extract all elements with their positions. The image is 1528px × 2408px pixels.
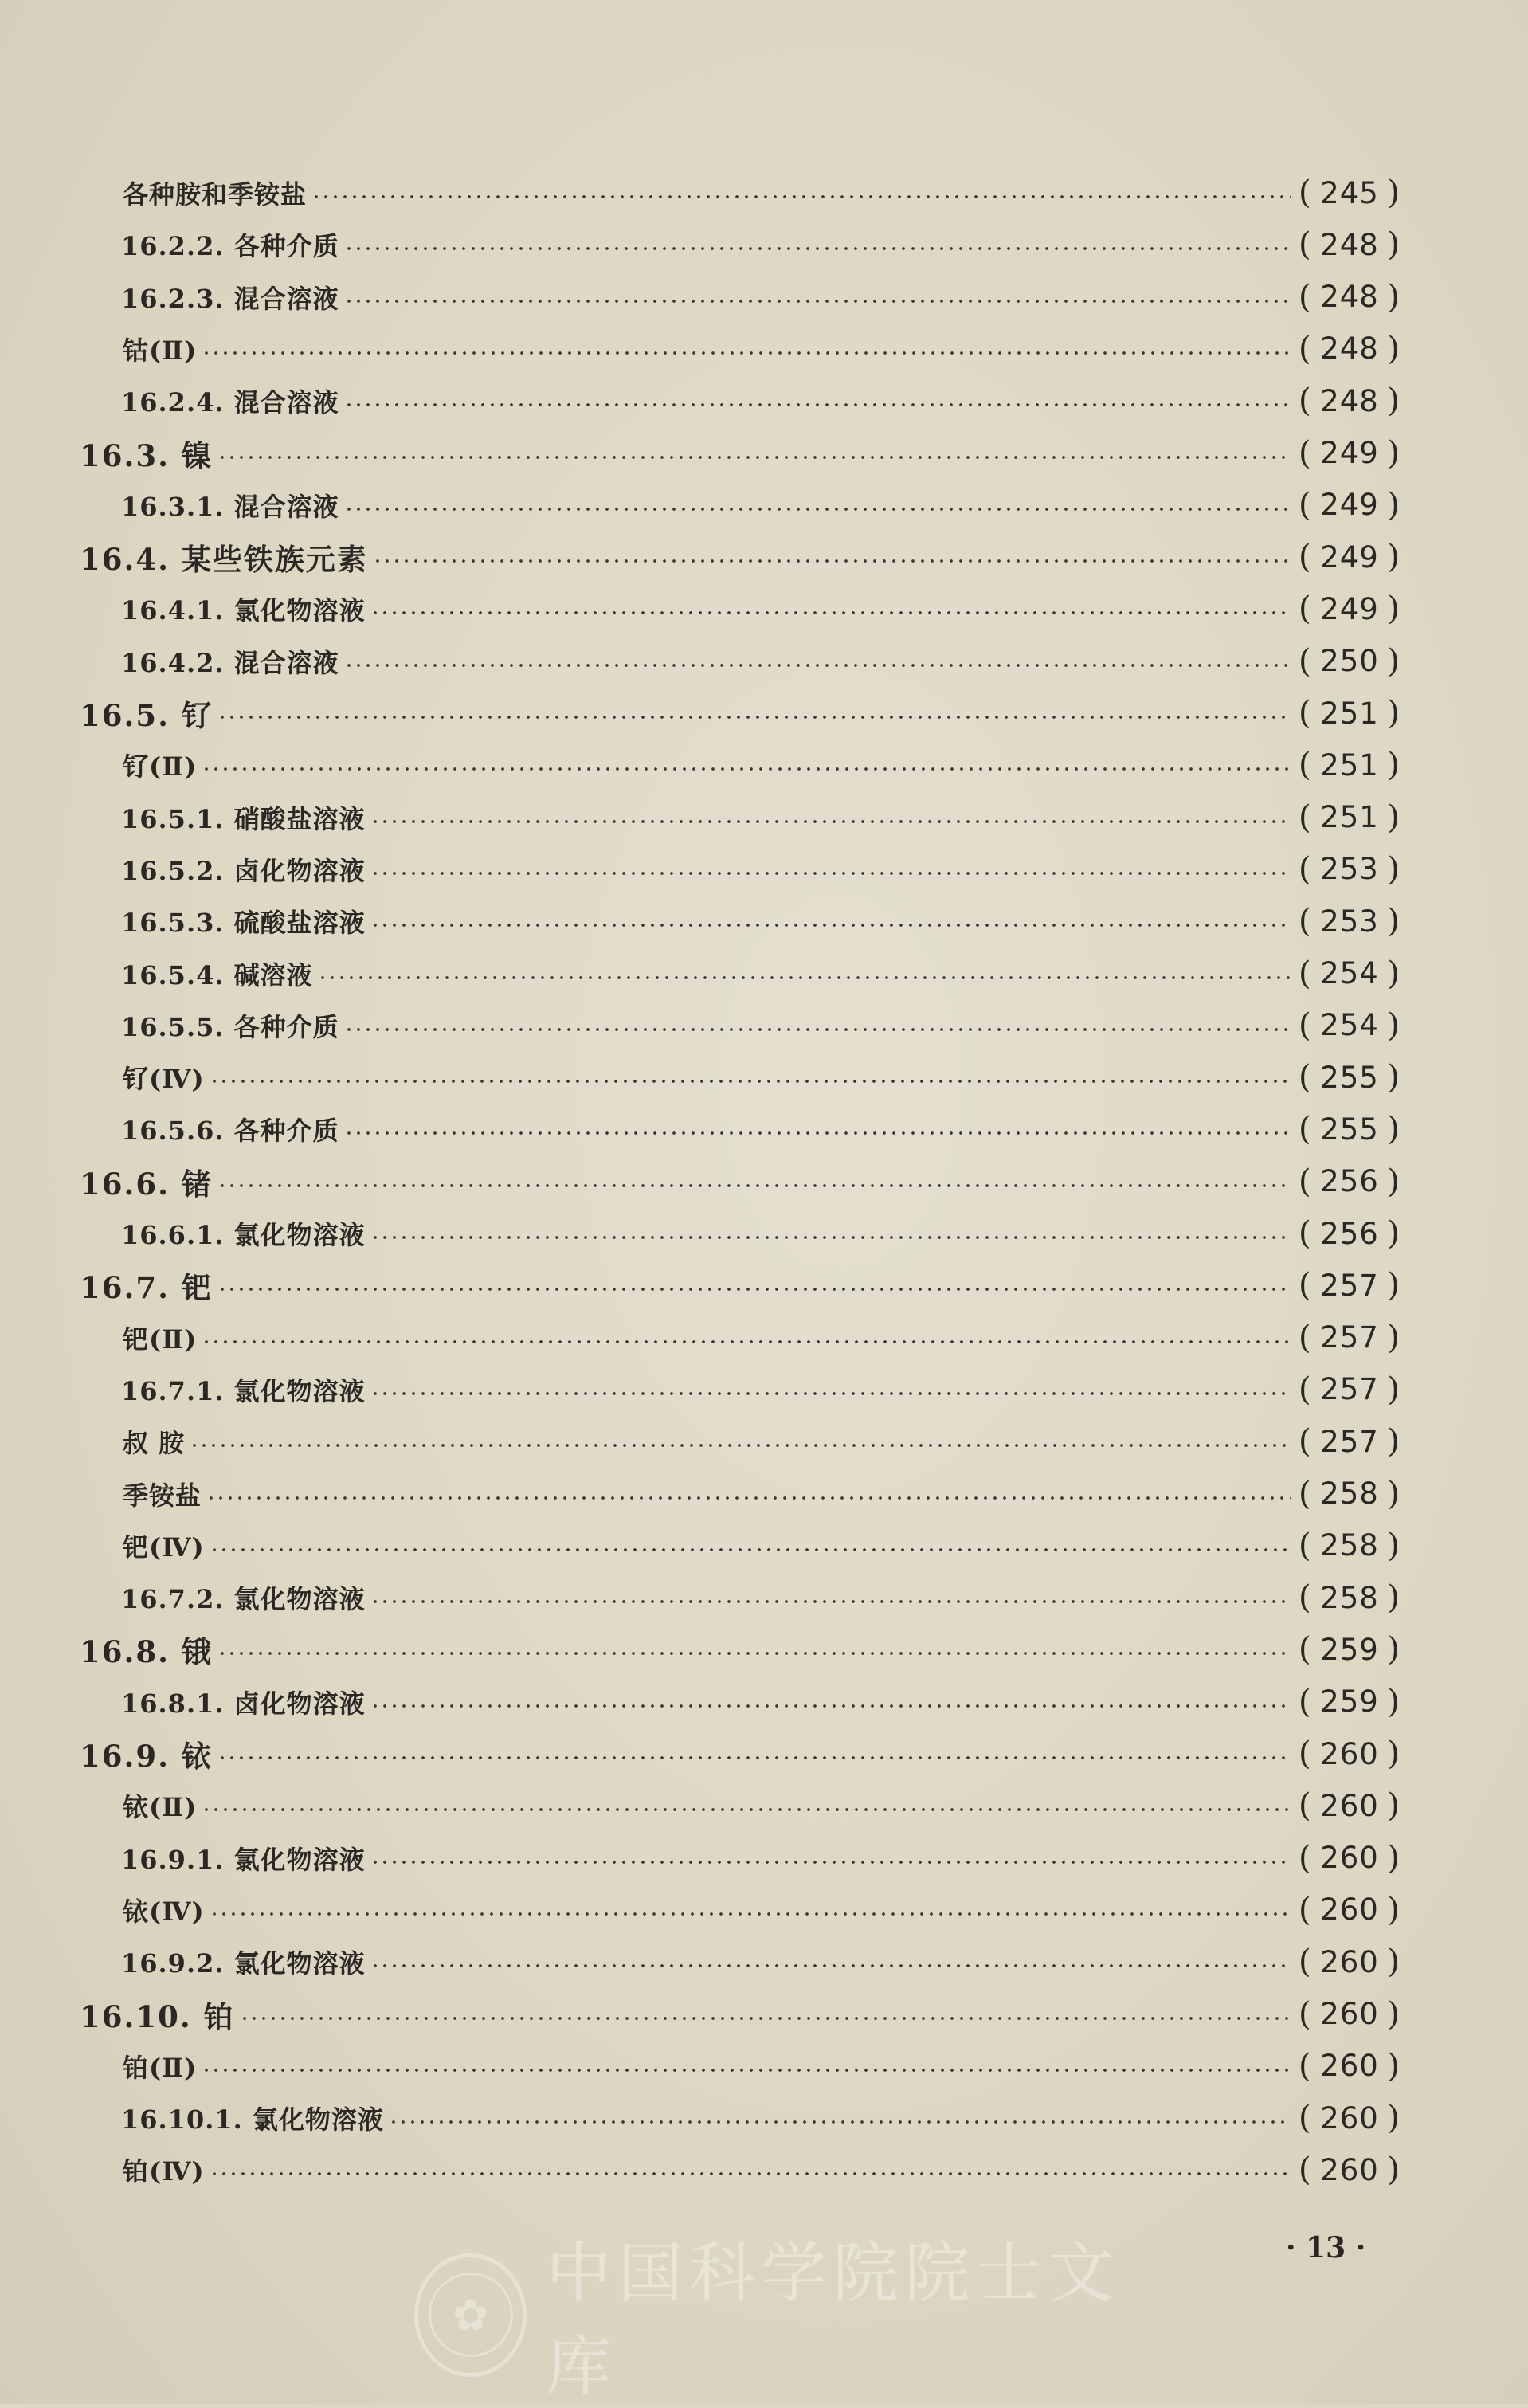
open-paren: ( — [1299, 539, 1312, 576]
toc-entry — [121, 1002, 1401, 1049]
toc-entry — [123, 1314, 1401, 1362]
dot-leader — [344, 1027, 1291, 1032]
toc-entry-title: 16.2.4. 混合溶液 — [121, 387, 339, 418]
toc-entry-page — [1299, 1684, 1401, 1720]
toc-entry — [121, 1105, 1401, 1153]
dot-leader — [217, 1287, 1291, 1292]
page-number-value: 260 — [1320, 2100, 1379, 2135]
toc-entry-page — [1299, 1215, 1401, 1252]
page-number-value: 257 — [1320, 1424, 1379, 1459]
page-number-value: 248 — [1320, 331, 1379, 367]
toc-entry-page — [1299, 1320, 1401, 1356]
open-paren: ( — [1299, 1787, 1312, 1825]
toc-entry-page — [1299, 1735, 1401, 1772]
close-paren: ) — [1387, 1267, 1401, 1304]
close-paren: ) — [1387, 539, 1401, 576]
flower-icon: ✿ — [429, 2273, 513, 2357]
close-paren: ) — [1387, 1943, 1401, 1981]
open-paren: ( — [1299, 1995, 1312, 2033]
toc-entry-page — [1299, 1840, 1401, 1877]
toc-entry-title: 钯(Ⅱ) — [123, 1324, 198, 1355]
dot-leader — [240, 2016, 1291, 2021]
toc-entry — [123, 2042, 1401, 2090]
toc-entry-title: 16.3.1. 混合溶液 — [121, 491, 339, 522]
dot-leader — [370, 1599, 1291, 1604]
toc-entry — [123, 325, 1401, 373]
page-number-value: 256 — [1320, 1164, 1379, 1199]
dot-leader — [370, 610, 1291, 615]
dot-leader — [202, 1807, 1291, 1812]
toc-entry-title: 16.2.2. 各种介质 — [121, 231, 339, 262]
open-paren: ( — [1299, 434, 1312, 472]
dot-leader — [370, 923, 1291, 928]
toc-entry-page — [1299, 226, 1401, 263]
open-paren: ( — [1299, 1943, 1312, 1981]
toc-entry-page — [1299, 1059, 1401, 1096]
open-paren: ( — [1299, 330, 1312, 367]
close-paren: ) — [1387, 1787, 1401, 1825]
page-number-value: 258 — [1320, 1528, 1379, 1563]
toc-entry-title: 16.4.1. 氯化物溶液 — [121, 595, 366, 626]
toc-entry-page — [1299, 1943, 1401, 1980]
open-paren: ( — [1299, 1319, 1312, 1356]
close-paren: ) — [1387, 642, 1401, 680]
page-number-value: 257 — [1320, 1372, 1379, 1407]
dot-leader — [370, 1235, 1291, 1240]
page-number-value: 260 — [1320, 1736, 1379, 1771]
toc-entry-page — [1299, 903, 1401, 939]
toc-entry-page — [1299, 2151, 1401, 2188]
watermark-text: 中国科学院院士文库 — [546, 2236, 1120, 2405]
toc-entry — [121, 2094, 1401, 2142]
toc-entry-page — [1299, 747, 1401, 783]
dot-leader — [344, 402, 1291, 407]
toc-entry-page — [1299, 695, 1401, 731]
open-paren: ( — [1299, 1267, 1312, 1304]
toc-entry-title: 16.3. 镍 — [80, 437, 213, 473]
close-paren: ) — [1387, 1527, 1401, 1564]
toc-entry-title: 16.5.2. 卤化物溶液 — [121, 855, 366, 886]
dot-leader — [210, 1079, 1291, 1084]
toc-entry — [121, 1678, 1401, 1726]
toc-entry-page — [1299, 1579, 1401, 1616]
dot-leader — [190, 1443, 1291, 1448]
dot-leader — [370, 871, 1291, 876]
toc-entry — [121, 1366, 1401, 1414]
toc-entry-title: 16.5.5. 各种介质 — [121, 1011, 339, 1042]
open-paren: ( — [1299, 1215, 1312, 1252]
seal-logo-icon — [414, 2253, 527, 2377]
toc-entry-title: 16.10. 铂 — [80, 1998, 235, 2034]
toc-entry — [123, 1418, 1401, 1465]
toc-entry — [121, 637, 1401, 685]
toc-entry-page — [1299, 1111, 1401, 1147]
toc-entry-title: 16.5. 钌 — [80, 698, 213, 733]
toc-entry — [123, 741, 1401, 789]
dot-leader — [373, 559, 1291, 563]
open-paren: ( — [1299, 1631, 1312, 1669]
open-paren: ( — [1299, 2151, 1312, 2189]
page-number-value: 249 — [1320, 488, 1379, 523]
page-number-value: 245 — [1320, 175, 1379, 210]
toc-entry — [121, 273, 1401, 321]
open-paren: ( — [1299, 175, 1312, 211]
page-number-value: 249 — [1320, 436, 1379, 470]
dot-leader — [202, 1339, 1291, 1344]
toc-entry-page — [1299, 1423, 1401, 1460]
toc-entry-title: 16.7.2. 氯化物溶液 — [121, 1584, 366, 1615]
toc-entry-title: 季铵盐 — [123, 1480, 202, 1511]
toc-entry-page — [1299, 799, 1401, 836]
dot-leader — [217, 1651, 1291, 1656]
page-number-value: 260 — [1320, 1841, 1379, 1876]
open-paren: ( — [1299, 955, 1312, 992]
open-paren: ( — [1299, 486, 1312, 524]
toc-entry-page — [1299, 1787, 1401, 1824]
toc-entry-page — [1299, 539, 1401, 575]
page-number-value: 254 — [1320, 1008, 1379, 1043]
close-paren: ) — [1387, 278, 1401, 316]
open-paren: ( — [1299, 1006, 1312, 1044]
page-number-value: 260 — [1320, 1944, 1379, 1979]
dot-leader — [370, 819, 1291, 824]
close-paren: ) — [1387, 1111, 1401, 1148]
close-paren: ) — [1387, 486, 1401, 524]
close-paren: ) — [1387, 226, 1401, 264]
open-paren: ( — [1299, 382, 1312, 420]
open-paren: ( — [1299, 903, 1312, 940]
close-paren: ) — [1387, 1839, 1401, 1877]
toc-entry-title: 16.8.1. 卤化物溶液 — [121, 1688, 366, 1719]
page-number-value: 248 — [1320, 383, 1379, 418]
toc-entry — [80, 1261, 1401, 1309]
open-paren: ( — [1299, 1527, 1312, 1564]
toc-entry — [80, 1730, 1401, 1778]
toc-entry-title: 16.9.1. 氯化物溶液 — [121, 1844, 366, 1875]
close-paren: ) — [1387, 1735, 1401, 1772]
toc-entry — [80, 1158, 1401, 1206]
dot-leader — [202, 767, 1291, 771]
close-paren: ) — [1387, 1631, 1401, 1669]
toc-entry-page — [1299, 1476, 1401, 1512]
dot-leader — [344, 246, 1291, 251]
open-paren: ( — [1299, 2100, 1312, 2137]
open-paren: ( — [1299, 1735, 1312, 1772]
close-paren: ) — [1387, 1163, 1401, 1200]
page-number-value: 260 — [1320, 1892, 1379, 1928]
dot-leader — [344, 663, 1291, 668]
close-paren: ) — [1387, 695, 1401, 731]
page-number-value: 255 — [1320, 1112, 1379, 1147]
open-paren: ( — [1299, 747, 1312, 784]
close-paren: ) — [1387, 747, 1401, 784]
toc-entry-title: 铂(Ⅱ) — [123, 2052, 198, 2083]
toc-entry-title: 16.2.3. 混合溶液 — [121, 283, 339, 314]
toc-entry-page — [1299, 279, 1401, 316]
toc-entry-title: 16.5.4. 碱溶液 — [121, 959, 313, 990]
toc-entry-page — [1299, 1267, 1401, 1304]
toc-entry-page — [1299, 1163, 1401, 1200]
dot-leader — [344, 507, 1291, 512]
toc-entry — [123, 169, 1401, 217]
toc-entry — [121, 845, 1401, 893]
page-number-value: 253 — [1320, 852, 1379, 887]
close-paren: ) — [1387, 434, 1401, 472]
toc-entry-title: 钌(Ⅳ) — [123, 1064, 205, 1095]
close-paren: ) — [1387, 798, 1401, 836]
page-number-value: 254 — [1320, 956, 1379, 990]
toc-entry-title: 16.5.6. 各种介质 — [121, 1116, 339, 1147]
open-paren: ( — [1299, 1059, 1312, 1096]
dot-leader — [202, 351, 1291, 355]
close-paren: ) — [1387, 1423, 1401, 1461]
open-paren: ( — [1299, 1371, 1312, 1408]
close-paren: ) — [1387, 1579, 1401, 1617]
close-paren: ) — [1387, 2100, 1401, 2137]
toc-entry — [80, 533, 1401, 581]
open-paren: ( — [1299, 1163, 1312, 1200]
close-paren: ) — [1387, 1371, 1401, 1408]
open-paren: ( — [1299, 798, 1312, 836]
close-paren: ) — [1387, 2047, 1401, 2084]
toc-entry-page — [1299, 1007, 1401, 1044]
toc-entry-title: 各种胺和季铵盐 — [123, 179, 308, 210]
toc-entry-title: 铱(Ⅳ) — [123, 1896, 205, 1927]
page-number-value: 248 — [1320, 227, 1379, 262]
dot-leader — [217, 455, 1291, 460]
dot-leader — [202, 2068, 1291, 2073]
page-number-value: 260 — [1320, 2049, 1379, 2084]
dot-leader — [217, 1183, 1291, 1188]
close-paren: ) — [1387, 382, 1401, 420]
open-paren: ( — [1299, 226, 1312, 264]
toc-entry-title: 16.10.1. 氯化物溶液 — [121, 2104, 384, 2135]
toc-entry-page — [1299, 643, 1401, 680]
toc-entry-page — [1299, 435, 1401, 472]
toc-entry — [121, 950, 1401, 998]
close-paren: ) — [1387, 850, 1401, 888]
toc-entry — [123, 1470, 1401, 1518]
dot-leader — [389, 2120, 1291, 2124]
dot-leader — [318, 975, 1291, 980]
toc-entry — [121, 1574, 1401, 1622]
page-number-value: 255 — [1320, 1060, 1379, 1095]
toc-entry — [123, 1782, 1401, 1830]
page-number-value: 256 — [1320, 1216, 1379, 1251]
dot-leader — [344, 299, 1291, 304]
toc-entry-title: 16.5.1. 硝酸盐溶液 — [121, 803, 366, 834]
toc-entry — [121, 377, 1401, 425]
dot-leader — [370, 1704, 1291, 1708]
close-paren: ) — [1387, 175, 1401, 211]
toc-entry — [121, 1834, 1401, 1882]
toc-entry-title: 16.7.1. 氯化物溶液 — [121, 1375, 366, 1406]
dot-leader — [344, 1131, 1291, 1135]
close-paren: ) — [1387, 1995, 1401, 2033]
page-number-value: 258 — [1320, 1477, 1379, 1511]
open-paren: ( — [1299, 1683, 1312, 1720]
toc-entry-title: 铱(Ⅱ) — [123, 1792, 198, 1823]
toc-entry — [121, 897, 1401, 945]
dot-leader — [206, 1496, 1291, 1500]
toc-entry-page — [1299, 2100, 1401, 2136]
page-number-value: 250 — [1320, 644, 1379, 679]
page-number-value: 251 — [1320, 696, 1379, 731]
toc-entry-title: 铂(Ⅳ) — [123, 2156, 205, 2187]
toc-entry-page — [1299, 2048, 1401, 2084]
page-number-value: 260 — [1320, 2152, 1379, 2187]
open-paren: ( — [1299, 2047, 1312, 2084]
toc-entry — [123, 1053, 1401, 1101]
page-number-value: 249 — [1320, 591, 1379, 626]
toc-entry-page — [1299, 1631, 1401, 1668]
toc-entry-title: 钴(Ⅱ) — [123, 335, 198, 366]
open-paren: ( — [1299, 1839, 1312, 1877]
page-number-value: 258 — [1320, 1580, 1379, 1615]
page-number: · 13 · — [1286, 2231, 1366, 2265]
dot-leader — [210, 1912, 1291, 1916]
close-paren: ) — [1387, 1891, 1401, 1928]
dot-leader — [217, 1755, 1291, 1760]
open-paren: ( — [1299, 642, 1312, 680]
toc-entry — [121, 481, 1401, 529]
dot-leader — [210, 2171, 1291, 2176]
close-paren: ) — [1387, 1215, 1401, 1252]
toc-entry-title: 16.4. 某些铁族元素 — [80, 542, 368, 578]
toc-entry-title: 16.7. 钯 — [80, 1270, 213, 1306]
close-paren: ) — [1387, 1319, 1401, 1356]
dot-leader — [370, 1963, 1291, 1968]
toc-entry — [80, 689, 1401, 737]
page-number-value: 249 — [1320, 539, 1379, 575]
toc-entry-page — [1299, 487, 1401, 524]
toc-entry-page — [1299, 955, 1401, 992]
toc-entry — [80, 1990, 1401, 2038]
dot-leader — [370, 1391, 1291, 1396]
open-paren: ( — [1299, 1475, 1312, 1512]
open-paren: ( — [1299, 278, 1312, 316]
close-paren: ) — [1387, 1006, 1401, 1044]
toc-entry — [123, 2146, 1401, 2194]
toc-entry — [121, 1210, 1401, 1257]
page-number-value: 248 — [1320, 280, 1379, 315]
page-number-value: 251 — [1320, 800, 1379, 835]
open-paren: ( — [1299, 695, 1312, 731]
dot-leader — [370, 1860, 1291, 1865]
page-number-value: 260 — [1320, 1788, 1379, 1823]
toc-entry — [123, 1522, 1401, 1570]
open-paren: ( — [1299, 1891, 1312, 1928]
toc-entry — [121, 221, 1401, 269]
watermark — [414, 2236, 1131, 2405]
page-number-value: 259 — [1320, 1632, 1379, 1667]
page-number-value: 251 — [1320, 747, 1379, 782]
toc-entry-page — [1299, 175, 1401, 211]
toc-entry-page — [1299, 851, 1401, 888]
toc-entry — [80, 1626, 1401, 1673]
toc-entry-title: 16.6. 锗 — [80, 1166, 213, 1202]
dot-leader — [311, 194, 1291, 199]
close-paren: ) — [1387, 1059, 1401, 1096]
close-paren: ) — [1387, 590, 1401, 628]
toc-entry-page — [1299, 1996, 1401, 2033]
open-paren: ( — [1299, 1423, 1312, 1461]
close-paren: ) — [1387, 903, 1401, 940]
toc-entry — [80, 429, 1401, 477]
toc-entry — [121, 794, 1401, 841]
toc-entry — [123, 1886, 1401, 1934]
close-paren: ) — [1387, 1475, 1401, 1512]
close-paren: ) — [1387, 955, 1401, 992]
toc-entry-page — [1299, 1892, 1401, 1928]
toc-entry-title: 16.8. 锇 — [80, 1634, 213, 1670]
toc-entry-title: 16.9. 铱 — [80, 1739, 213, 1774]
toc-entry-title: 钯(Ⅳ) — [123, 1531, 205, 1563]
toc-entry — [121, 1938, 1401, 1986]
dot-leader — [217, 715, 1291, 720]
page-number-value: 253 — [1320, 904, 1379, 939]
toc-entry-page — [1299, 331, 1401, 367]
page-number-value: 259 — [1320, 1684, 1379, 1720]
dot-leader — [210, 1547, 1291, 1552]
toc-entry-page — [1299, 590, 1401, 627]
toc-entry-title: 钌(Ⅱ) — [123, 751, 198, 782]
toc-entry-title: 叔 胺 — [123, 1428, 186, 1459]
toc-entry-title: 16.9.2. 氯化物溶液 — [121, 1948, 366, 1979]
close-paren: ) — [1387, 2151, 1401, 2189]
toc-entry-title: 16.4.2. 混合溶液 — [121, 647, 339, 678]
page-number-value: 260 — [1320, 1997, 1379, 2031]
open-paren: ( — [1299, 850, 1312, 888]
toc-entry-page — [1299, 1528, 1401, 1564]
page-number-value: 257 — [1320, 1268, 1379, 1303]
close-paren: ) — [1387, 330, 1401, 367]
toc-entry-page — [1299, 1371, 1401, 1408]
open-paren: ( — [1299, 590, 1312, 628]
open-paren: ( — [1299, 1579, 1312, 1617]
toc-entry — [121, 585, 1401, 633]
toc-entry-title: 16.5.3. 硫酸盐溶液 — [121, 908, 366, 939]
toc-entry-page — [1299, 382, 1401, 419]
page-number-value: 257 — [1320, 1320, 1379, 1355]
open-paren: ( — [1299, 1111, 1312, 1148]
toc-entry-title: 16.6.1. 氯化物溶液 — [121, 1220, 366, 1250]
close-paren: ) — [1387, 1683, 1401, 1720]
